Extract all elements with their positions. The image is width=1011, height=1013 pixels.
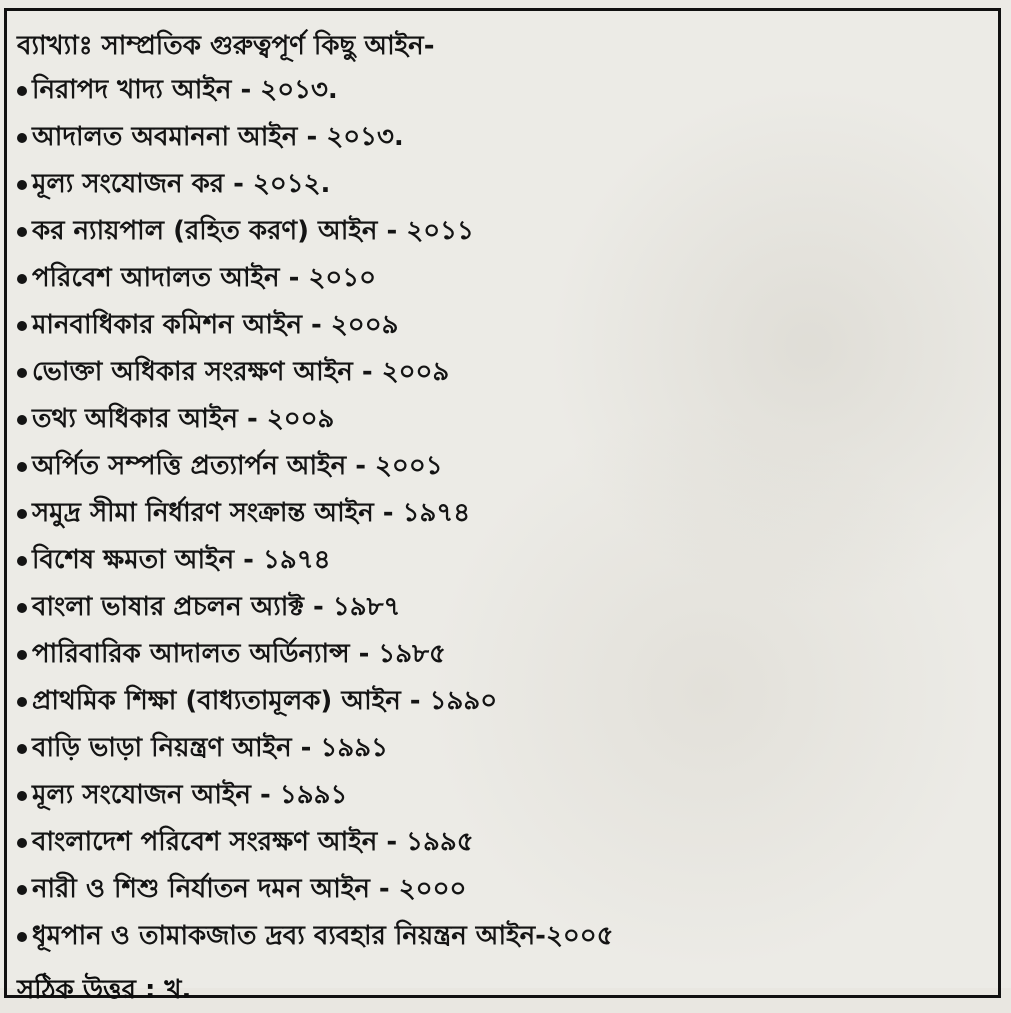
list-item	[17, 537, 614, 584]
law-text: বাড়ি ভাড়া নিয়ন্ত্রণ আইন - ১৯৯১	[32, 732, 388, 763]
explanation-box	[4, 8, 1001, 1005]
list-item	[17, 208, 614, 255]
law-text: প্রাথমিক শিক্ষা (বাধ্যতামূলক) আইন - ১৯৯০	[32, 685, 498, 716]
explanation-heading: ব্যাখ্যাঃ সাম্প্রতিক গুরুত্বপূর্ণ কিছু আইন-	[17, 31, 435, 61]
list-item	[17, 913, 614, 960]
list-item	[17, 255, 614, 302]
bullet-icon	[17, 180, 27, 190]
law-text: মানবাধিকার কমিশন আইন - ২০০৯	[32, 309, 399, 340]
law-text: পারিবারিক আদালত অর্ডিন্যান্স - ১৯৮৫	[32, 638, 446, 669]
law-text: কর ন্যায়পাল (রহিত করণ) আইন - ২০১১	[32, 215, 474, 246]
list-item	[17, 772, 614, 819]
law-text: তথ্য অধিকার আইন - ২০০৯	[32, 403, 335, 434]
law-text: সমুদ্র সীমা নির্ধারণ সংক্রান্ত আইন - ১৯৭৪	[32, 497, 471, 528]
law-text: অর্পিত সম্পত্তি প্রত্যার্পন আইন - ২০০১	[32, 450, 443, 481]
bullet-icon	[17, 415, 27, 425]
bullet-icon	[17, 462, 27, 472]
bullet-icon	[17, 556, 27, 566]
bullet-icon	[17, 86, 27, 96]
law-text: নিরাপদ খাদ্য আইন - ২০১৩.	[32, 74, 338, 105]
law-text: মূল্য সংযোজন আইন - ১৯৯১	[32, 779, 348, 810]
list-item	[17, 349, 614, 396]
bullet-icon	[17, 321, 27, 331]
law-text: ভোক্তা অধিকার সংরক্ষণ আইন - ২০০৯	[32, 356, 450, 387]
bullet-icon	[17, 885, 27, 895]
law-text: বিশেষ ক্ষমতা আইন - ১৯৭৪	[32, 544, 331, 575]
bullet-icon	[17, 368, 27, 378]
law-list	[17, 67, 614, 960]
law-text: মূল্য সংযোজন কর - ২০১২.	[32, 168, 331, 199]
list-item	[17, 866, 614, 913]
list-item	[17, 678, 614, 725]
list-item	[17, 67, 614, 114]
bullet-icon	[17, 133, 27, 143]
bullet-icon	[17, 932, 27, 942]
bullet-icon	[17, 650, 27, 660]
law-text: ধূমপান ও তামাকজাত দ্রব্য ব্যবহার নিয়ন্ত্রন আইন-২০০৫	[32, 920, 614, 951]
list-item	[17, 443, 614, 490]
list-item	[17, 161, 614, 208]
list-item	[17, 114, 614, 161]
law-text: বাংলাদেশ পরিবেশ সংরক্ষণ আইন - ১৯৯৫	[32, 826, 474, 857]
bullet-icon	[17, 274, 27, 284]
law-text: নারী ও শিশু নির্যাতন দমন আইন - ২০০০	[32, 873, 467, 904]
list-item	[17, 302, 614, 349]
bullet-icon	[17, 838, 27, 848]
correct-answer: সঠিক উত্তর : খ.	[17, 975, 192, 1005]
bullet-icon	[17, 509, 27, 519]
law-text: পরিবেশ আদালত আইন - ২০১০	[32, 262, 377, 293]
law-text: বাংলা ভাষার প্রচলন অ্যাক্ট - ১৯৮৭	[32, 591, 401, 622]
list-item	[17, 725, 614, 772]
bullet-icon	[17, 697, 27, 707]
law-text: আদালত অবমাননা আইন - ২০১৩.	[32, 121, 404, 152]
bullet-icon	[17, 744, 27, 754]
bullet-icon	[17, 603, 27, 613]
list-item	[17, 584, 614, 631]
list-item	[17, 490, 614, 537]
bullet-icon	[17, 227, 27, 237]
list-item	[17, 396, 614, 443]
list-item	[17, 819, 614, 866]
list-item	[17, 631, 614, 678]
bullet-icon	[17, 791, 27, 801]
